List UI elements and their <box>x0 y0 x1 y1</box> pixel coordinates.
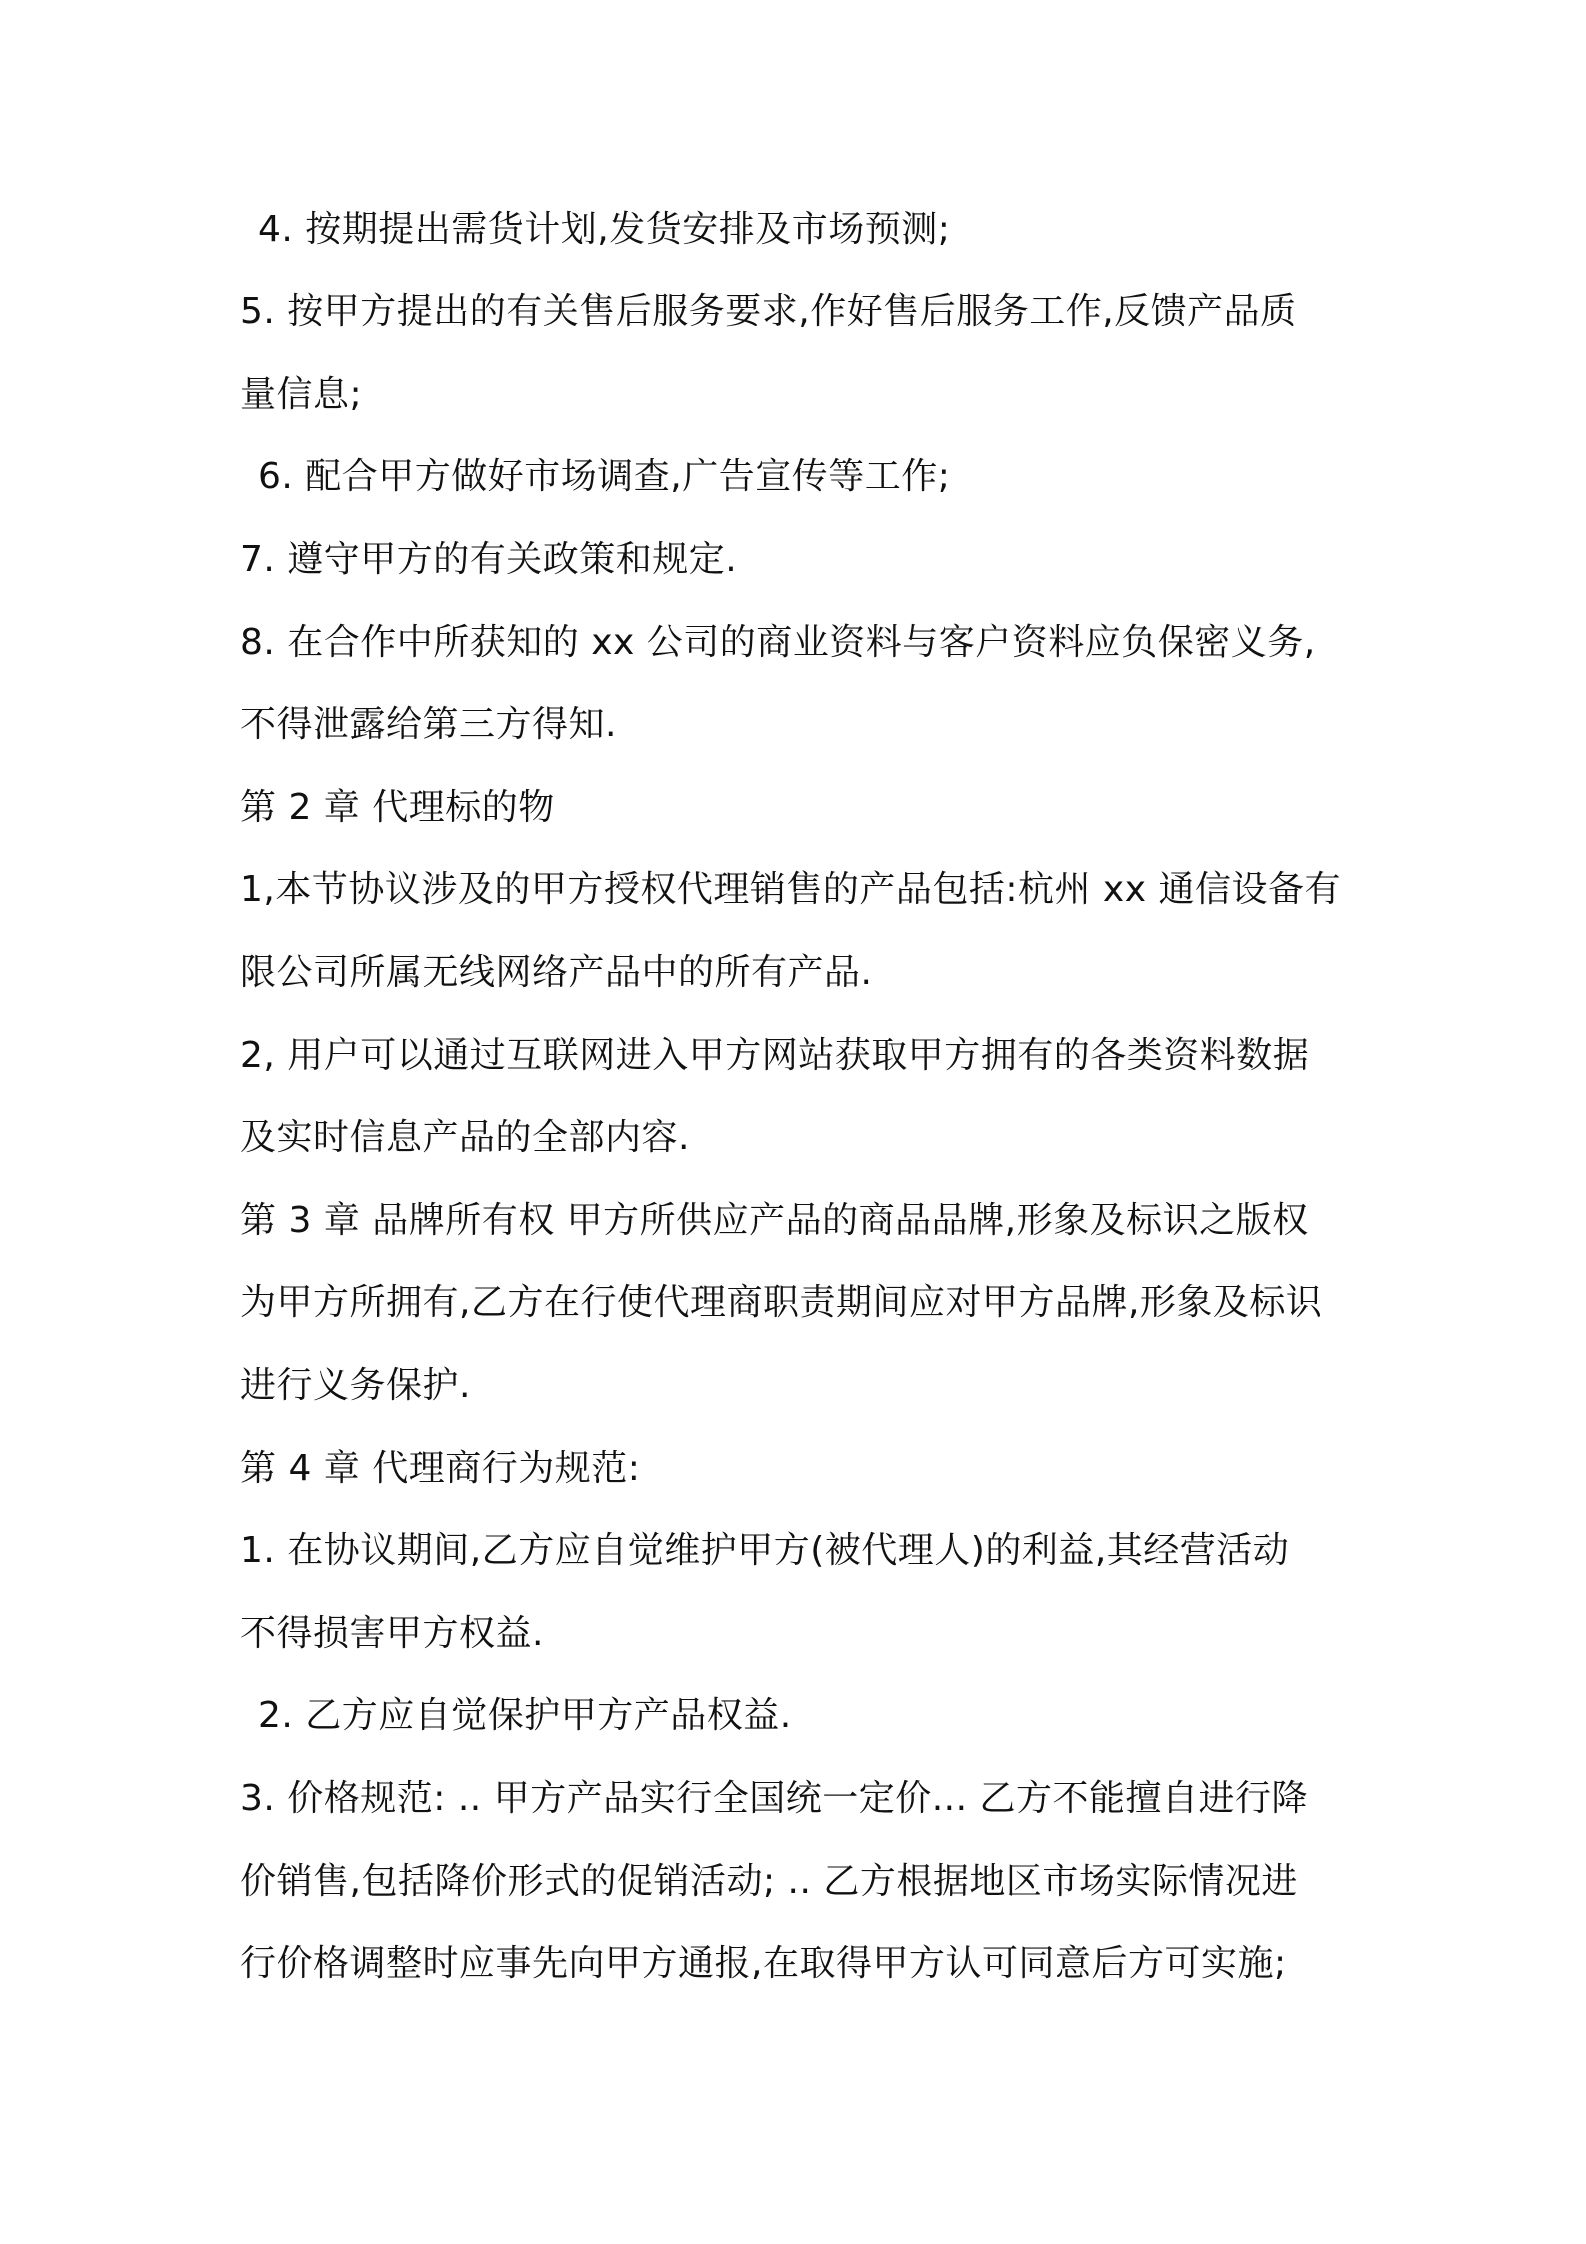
text-line: 2, 用户可以通过互联网进入甲方网站获取甲方拥有的各类资料数据 <box>240 1035 1310 1076</box>
text-line: 1. 在协议期间,乙方应自觉维护甲方(被代理人)的利益,其经营活动 <box>240 1530 1290 1571</box>
chapter-heading: 第 3 章 品牌所有权 甲方所供应产品的商品品牌,形象及标识之版权 <box>240 1200 1309 1241</box>
text-line: 及实时信息产品的全部内容. <box>240 1117 690 1158</box>
text-line: 行价格调整时应事先向甲方通报,在取得甲方认可同意后方可实施; <box>240 1943 1287 1984</box>
text-line: 量信息; <box>240 374 363 415</box>
text-line: 不得泄露给第三方得知. <box>240 704 617 745</box>
text-line: 8. 在合作中所获知的 xx 公司的商业资料与客户资料应负保密义务, <box>240 622 1316 663</box>
text-line: 5. 按甲方提出的有关售后服务要求,作好售后服务工作,反馈产品质 <box>240 291 1297 332</box>
chapter-heading: 第 4 章 代理商行为规范: <box>240 1448 641 1489</box>
text-line: 限公司所属无线网络产品中的所有产品. <box>240 952 873 993</box>
chapter-heading: 第 2 章 代理标的物 <box>240 787 555 828</box>
text-line: 6. 配合甲方做好市场调查,广告宣传等工作; <box>258 456 951 497</box>
text-line: 价销售,包括降价形式的促销活动; .. 乙方根据地区市场实际情况进 <box>240 1861 1298 1902</box>
text-line: 4. 按期提出需货计划,发货安排及市场预测; <box>258 209 951 250</box>
text-line: 1,本节协议涉及的甲方授权代理销售的产品包括:杭州 xx 通信设备有 <box>240 869 1341 910</box>
text-line: 2. 乙方应自觉保护甲方产品权益. <box>258 1695 792 1736</box>
text-line: 不得损害甲方权益. <box>240 1613 544 1654</box>
text-line: 为甲方所拥有,乙方在行使代理商职责期间应对甲方品牌,形象及标识 <box>240 1282 1323 1323</box>
text-line: 3. 价格规范: .. 甲方产品实行全国统一定价... 乙方不能擅自进行降 <box>240 1778 1308 1819</box>
text-line: 进行义务保护. <box>240 1365 471 1406</box>
text-line: 7. 遵守甲方的有关政策和规定. <box>240 539 738 580</box>
